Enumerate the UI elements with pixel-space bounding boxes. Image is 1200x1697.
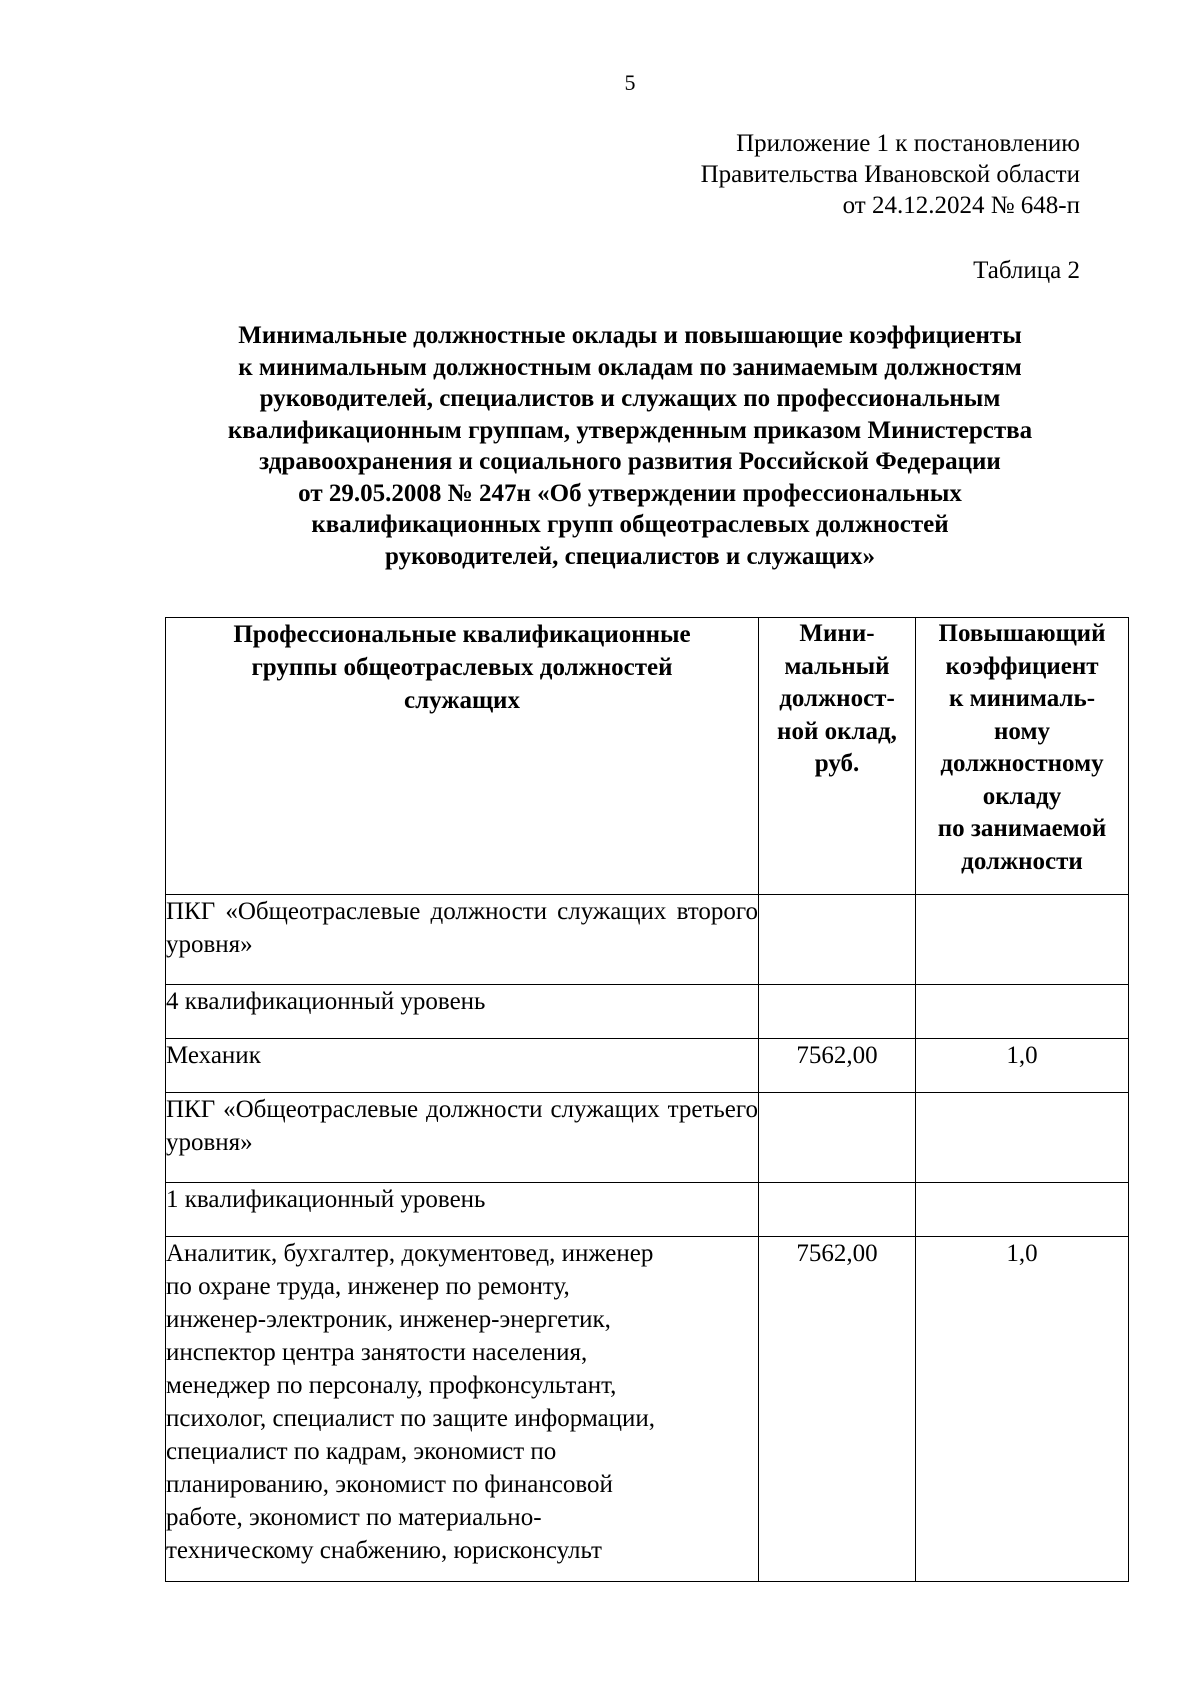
table-header-row xyxy=(166,618,1129,895)
appendix-line: Правительства Ивановской области xyxy=(700,161,1080,188)
title-line: к минимальным должностным окладам по занимаемым должностям xyxy=(238,353,1022,381)
title-line: квалификационным группам, утвержденным приказом Министерства xyxy=(227,416,1033,444)
title-line: от 29.05.2008 № 247н «Об утверждении профессиональных xyxy=(298,479,962,507)
header-line: по занимаемой xyxy=(937,815,1107,842)
row-label: 4 квалификационный уровень xyxy=(166,985,759,1039)
header-line: ной оклад, xyxy=(777,717,897,745)
row-salary xyxy=(759,985,916,1039)
header-line: должностному xyxy=(940,750,1104,777)
position-line: специалист по кадрам, экономист по xyxy=(166,1438,557,1465)
header-line: окладу xyxy=(982,782,1062,810)
table-row xyxy=(166,895,1129,985)
header-line: группы общеотраслевых должностей xyxy=(251,654,673,681)
appendix-line: Приложение 1 к постановлению xyxy=(736,130,1080,157)
position-line: по охране труда, инженер по ремонту, xyxy=(166,1273,570,1300)
table-row xyxy=(166,985,1129,1039)
header-coefficient xyxy=(916,618,1129,895)
header-line: мальный xyxy=(784,652,890,680)
position-line: инженер-электроник, инженер-энергетик, xyxy=(166,1306,611,1333)
position-line: психолог, специалист по защите информации, xyxy=(166,1405,655,1432)
row-salary xyxy=(759,1183,916,1237)
row-coefficient xyxy=(916,985,1129,1039)
position-line: техническому снабжению, юрисконсульт xyxy=(166,1537,602,1564)
header-line: Профессиональные квалификационные xyxy=(233,621,691,648)
page-number: 5 xyxy=(624,70,636,95)
row-label: Механик xyxy=(166,1039,759,1093)
title-line: руководителей, специалистов и служащих по профессиональным xyxy=(259,385,1001,412)
position-line: работе, экономист по материально- xyxy=(166,1504,542,1531)
position-line: менеджер по персоналу, профконсультант, xyxy=(166,1372,617,1399)
position-line: планированию, экономист по финансовой xyxy=(166,1471,613,1498)
row-label-positions xyxy=(166,1237,759,1582)
appendix-line: от 24.12.2024 № 648-п xyxy=(842,192,1080,219)
table-row xyxy=(166,1093,1129,1183)
table-row xyxy=(166,1237,1129,1582)
table-row xyxy=(166,1039,1129,1093)
salary-table xyxy=(165,617,1129,1582)
header-line: служащих xyxy=(404,687,520,714)
row-coefficient xyxy=(916,895,1129,985)
header-line: должност- xyxy=(779,685,895,712)
position-line: инспектор центра занятости населения, xyxy=(166,1339,588,1366)
document-title xyxy=(150,320,1110,572)
table-label: Таблица 2 xyxy=(973,257,1080,284)
header-min-salary xyxy=(759,618,916,895)
row-salary: 7562,00 xyxy=(759,1039,916,1093)
row-label: ПКГ «Общеотраслевые должности служащих второго уровня» xyxy=(166,895,759,985)
header-line: Повышающий xyxy=(938,620,1106,647)
row-coefficient: 1,0 xyxy=(916,1237,1129,1582)
header-line: коэффициент xyxy=(945,652,1099,680)
header-line: должности xyxy=(961,847,1083,875)
title-line: здравоохранения и социального развития Российской Федерации xyxy=(259,448,1001,475)
title-line: руководителей, специалистов и служащих» xyxy=(385,542,875,570)
row-salary xyxy=(759,895,916,985)
row-coefficient xyxy=(916,1093,1129,1183)
header-line: ному xyxy=(994,717,1050,745)
header-line: к минималь- xyxy=(948,685,1096,712)
row-coefficient xyxy=(916,1183,1129,1237)
row-salary xyxy=(759,1093,916,1183)
row-coefficient: 1,0 xyxy=(916,1039,1129,1093)
title-line: Минимальные должностные оклады и повышающие коэффициенты xyxy=(238,322,1022,349)
header-qualification-groups xyxy=(166,618,759,895)
appendix-reference xyxy=(701,128,1080,221)
title-line: квалификационных групп общеотраслевых должностей xyxy=(311,511,949,538)
table-row xyxy=(166,1183,1129,1237)
header-line: руб. xyxy=(814,750,860,777)
row-label: ПКГ «Общеотраслевые должности служащих третьего уровня» xyxy=(166,1093,759,1183)
header-line: Мини- xyxy=(799,620,875,647)
row-salary: 7562,00 xyxy=(759,1237,916,1582)
row-label: 1 квалификационный уровень xyxy=(166,1183,759,1237)
position-line: Аналитик, бухгалтер, документовед, инженер xyxy=(166,1240,654,1267)
